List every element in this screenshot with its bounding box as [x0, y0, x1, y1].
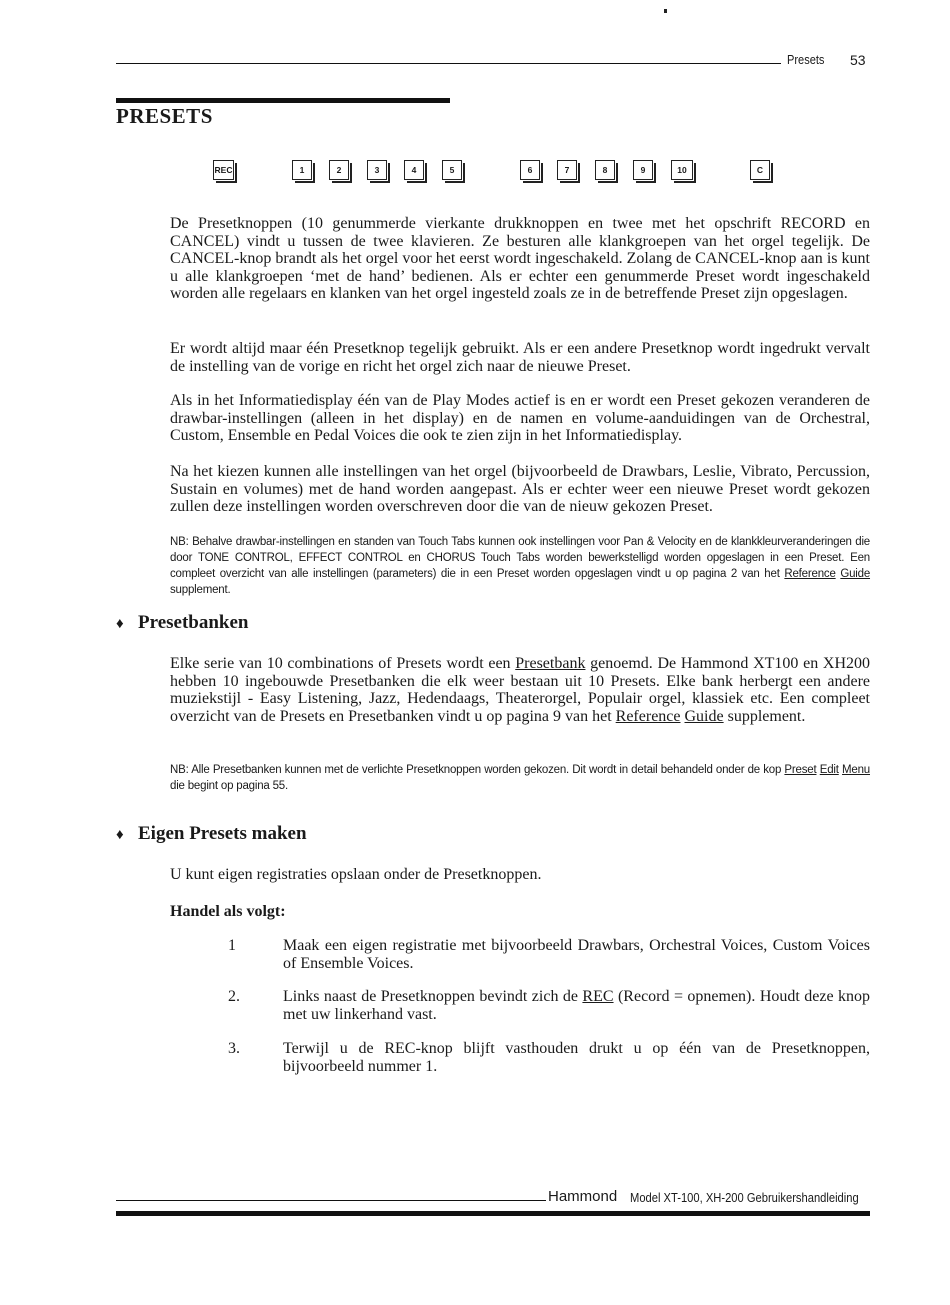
step-text: Maak een eigen registratie met bijvoorbeeld Drawbars, Orchestral Voices, Custom Voices of Ensemble Voices.: [283, 937, 870, 972]
preset-button-10: 10: [671, 160, 693, 180]
step-number: 2.: [228, 988, 240, 1005]
title-bar: [116, 98, 450, 103]
section-heading-presetbanken: [116, 612, 248, 634]
page-number: 53: [850, 52, 866, 68]
preset-button-4: 4: [404, 160, 424, 180]
header-rule: [116, 63, 781, 64]
page-title: PRESETS: [116, 104, 213, 128]
preset-button-9: 9: [633, 160, 653, 180]
step-text-b: (Record = opnemen). Houdt deze knop met uw linkerhand vast.: [283, 988, 870, 1023]
preset-button-cancel: C: [750, 160, 770, 180]
intro-note-text: NB: Behalve drawbar-instellingen en standen van Touch Tabs kunnen ook instellingen voor Pan & Velocity en de klankkleurveranderingen die door TONE CONTROL, EFFECT CONTROL en CHORUS Touch Tabs worden bewerkstelligd worden opgeslagen in een Preset. Een compleet overzicht van alle instellingen (parameters) die in een Preset worden opgeslagen vindt u op pagina 2 van het: [170, 536, 870, 580]
step-text: Terwijl u de REC-knop blijft vasthouden drukt u op één van de Presetknoppen, bijvoorbeeld nummer 1.: [283, 1040, 870, 1075]
heading-text: Eigen Presets maken: [138, 823, 307, 844]
banks-paragraph: [170, 655, 870, 725]
own-intro: U kunt eigen registraties opslaan onder de Presetknoppen.: [170, 866, 542, 883]
footer-rule-thick: [116, 1211, 870, 1216]
diamond-bullet-icon: ♦: [116, 616, 124, 632]
section-heading-eigen-presets: [116, 823, 307, 845]
banks-note-end: die begint op pagina 55.: [170, 780, 288, 792]
edit-term: Edit: [819, 764, 839, 776]
preset-button-3: 3: [367, 160, 387, 180]
banks-note-text: NB: Alle Presetbanken kunnen met de verlichte Presetknoppen worden gekozen. Dit wordt in detail behandeld onder de kop: [170, 764, 785, 776]
intro-paragraph-1: De Presetknoppen (10 genummerde vierkante drukknoppen en twee met het opschrift RECORD en CANCEL) vindt u tussen de twee klavieren. Ze besturen alle klankgroepen van het orgel tegelijk. De CANCEL-knop brandt als het orgel voor het eerst wordt ingeschakeld. Zolang de CANCEL-knop aan is kunt u alle klankgroepen ‘met de hand’ bedienen. Als er echter een genummerde Preset wordt ingeschakeld worden alle regelaars en klanken van het orgel ingesteld zoals ze in de betreffende Preset zijn opgeslagen.: [170, 215, 870, 302]
preset-button-5: 5: [442, 160, 462, 180]
own-subheading: Handel als volgt:: [170, 903, 286, 920]
preset-button-8: 8: [595, 160, 615, 180]
presetbank-term: Presetbank: [515, 655, 586, 672]
heading-text: Presetbanken: [138, 612, 249, 633]
intro-paragraph-3: Als in het Informatiedisplay één van de Play Modes actief is en er wordt een Preset gekozen veranderen de drawbar-instellingen (alleen in het display) en de namen en volume-aanduidingen van de Orchestral, Custom, Ensemble en Pedal Voices die ook te zien zijn in het Informatiedisplay.: [170, 392, 870, 444]
intro-paragraph-4: Na het kiezen kunnen alle instellingen van het orgel (bijvoorbeeld de Drawbars, Leslie, Vibrato, Percussion, Sustain en volumes) met de hand worden aangepast. Als er echter weer een nieuwe Preset wordt gekozen zullen deze instellingen worden overschreven door die van de nieuw gekozen Preset.: [170, 463, 870, 515]
step-number: 1: [228, 937, 236, 954]
footer-rule-thin: [116, 1200, 546, 1201]
intro-note: [170, 534, 870, 598]
step-text-a: Links naast de Presetknoppen bevindt zich de: [283, 988, 583, 1005]
preset-button-rec: REC: [213, 160, 234, 180]
intro-note-end: supplement.: [170, 584, 231, 596]
guide-link: Guide: [684, 707, 724, 725]
banks-text-c: supplement.: [723, 707, 806, 725]
banks-text-a: Elke serie van 10 combinations of Presets wordt een: [170, 655, 516, 672]
banks-note: [170, 762, 870, 794]
footer-brand: Hammond: [548, 1188, 618, 1205]
preset-term: Preset: [784, 764, 817, 776]
header-section: Presets: [787, 52, 825, 67]
footer-model: Model XT-100, XH-200 Gebruikershandleiding: [630, 1190, 859, 1205]
preset-button-6: 6: [520, 160, 540, 180]
stray-mark: [664, 9, 667, 13]
step-text: [283, 988, 870, 1023]
menu-term: Menu: [842, 764, 870, 776]
reference-link: Reference: [784, 568, 836, 580]
rec-term: REC: [582, 988, 614, 1005]
preset-button-2: 2: [329, 160, 349, 180]
reference-link: Reference: [615, 707, 681, 725]
diamond-bullet-icon: ♦: [116, 827, 124, 843]
preset-button-7: 7: [557, 160, 577, 180]
banks-text-b: genoemd. De Hammond XT100 en XH200 hebben 10 ingebouwde Presetbanken die elk weer bestaan uit 10 Presets. Elke bank herbergt een andere muziekstijl - Easy Listening, Jazz, Hedendaags, Theaterorgel, Populair orgel, klassiek etc. Een compleet overzicht van de Presets en Presetbanken vindt u op pagina 9 van het: [170, 655, 870, 725]
step-number: 3.: [228, 1040, 240, 1057]
preset-button-1: 1: [292, 160, 312, 180]
guide-link: Guide: [840, 568, 871, 580]
intro-paragraph-2: Er wordt altijd maar één Presetknop tegelijk gebruikt. Als er een andere Presetknop wordt ingedrukt vervalt de instelling van de vorige en richt het orgel zich naar de nieuwe Preset.: [170, 340, 870, 375]
